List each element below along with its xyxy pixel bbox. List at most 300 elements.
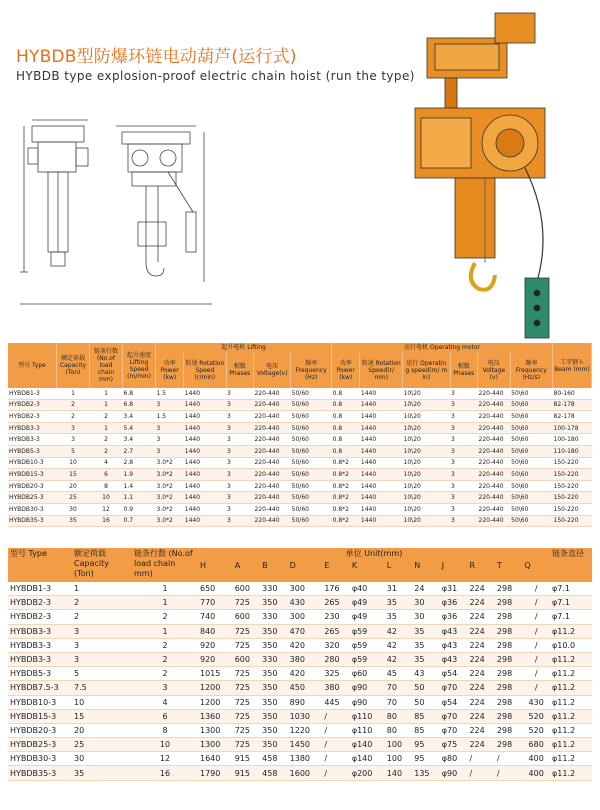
table-cell: 0.8 [332,388,360,399]
table-cell: 224 [467,638,494,652]
table-cell: 1440 [360,434,403,446]
table-cell: 3 [57,422,90,434]
table-cell: 20 [57,480,90,492]
table-cell: 150-220 [553,492,592,504]
table-cell: / [522,624,550,638]
table-cell: 3 [226,445,253,457]
table-cell: 740 [198,610,233,624]
table-row [8,723,592,737]
table-cell: φ11.2 [550,681,592,695]
table-cell: 430 [522,695,550,709]
table-cell: φ90 [350,695,385,709]
table-cell: HYBDB3-3 [8,422,57,434]
table-cell: 3 [226,388,253,399]
table-cell: 770 [198,596,233,610]
table-cell: 298 [495,695,522,709]
table-cell: 3 [72,624,132,638]
table-cell: φ7.1 [550,582,592,596]
table-cell: φ54 [440,695,468,709]
table-cell: / [467,752,494,766]
table-cell: 2 [132,638,198,652]
table-cell: 3 [72,638,132,652]
table-cell: 470 [288,624,323,638]
table-cell: HYBDB3-3 [8,624,72,638]
table-cell: / [495,766,522,780]
table-cell: 16 [90,515,123,527]
table-cell: 140 [385,766,412,780]
table-cell: / [522,681,550,695]
table-cell: 220-440 [478,399,511,411]
table-cell: 100 [385,738,412,752]
table-cell: φ10.0 [550,638,592,652]
table-cell: 10\20 [403,434,450,446]
table-cell: 1440 [184,492,226,504]
table-cell: 3 [226,492,253,504]
table-cell: 35 [72,766,132,780]
table-cell: 3 [156,399,184,411]
table-cell: 3 [156,445,184,457]
table-cell: 280 [322,652,349,666]
table-cell: 2 [132,667,198,681]
table-cell: 220-440 [253,480,290,492]
table-cell: 50\60 [510,515,552,527]
table-cell: 3 [450,411,477,423]
table-cell: 1 [90,399,123,411]
table-row [8,652,592,666]
table-cell: 325 [322,667,349,681]
table-cell: 3 [450,457,477,469]
table-cell: 450 [288,681,323,695]
table-cell: 2.8 [123,457,156,469]
header-rotation: 转速 Rotation Speed (r/min) [184,352,226,388]
table-cell: 224 [467,652,494,666]
table-cell: 10 [72,695,132,709]
table-cell: 224 [467,695,494,709]
header-capacity: 额定荷载 Capacity (Ton) [72,548,132,582]
table-cell: 600 [233,582,260,596]
table-cell: 1440 [184,422,226,434]
table-cell: 100-180 [553,434,592,446]
table-cell: 220-440 [478,388,511,399]
table-cell: 0.8 [332,422,360,434]
table-cell: 50\60 [510,480,552,492]
table-cell: 220-440 [478,515,511,527]
technical-drawing [18,112,214,312]
table-cell: 350 [260,738,287,752]
table-cell: 298 [495,582,522,596]
table-cell: HYBDB1-3 [8,388,57,399]
table-cell: 3.0*2 [156,492,184,504]
table-cell: 1790 [198,766,233,780]
table-cell: 0.9 [123,503,156,515]
table-cell: 35 [412,652,439,666]
table-cell: 220-440 [253,445,290,457]
table-cell: 2 [72,596,132,610]
table-cell: 10 [132,738,198,752]
table-cell: 420 [288,638,323,652]
table-cell: HYBDB10-3 [8,457,57,469]
table-cell: 10\20 [403,399,450,411]
table-cell: HYBDB3-3 [8,652,72,666]
table-cell: 0.8 [332,445,360,457]
table-cell: 1440 [360,469,403,481]
table-cell: 50\60 [510,492,552,504]
table-cell: 1.5 [156,411,184,423]
table-cell: 320 [322,638,349,652]
table-cell: 1440 [360,411,403,423]
table-cell: 1440 [184,445,226,457]
table-cell: 25 [57,492,90,504]
table-cell: 220-440 [478,492,511,504]
table-cell: φ43 [440,638,468,652]
table-cell: 16 [132,766,198,780]
table-cell: 4 [132,695,198,709]
table-cell: 50/60 [291,445,332,457]
table-cell: 2 [57,399,90,411]
table-cell: HYBDB15-3 [8,709,72,723]
table-cell: 50\60 [510,469,552,481]
table-cell: 50 [412,681,439,695]
table-cell: φ7.1 [550,596,592,610]
table-cell: 1 [132,624,198,638]
table-cell: HYBDB35-3 [8,515,57,527]
table-cell: 725 [233,695,260,709]
table-cell: 725 [233,738,260,752]
table-cell: 224 [467,582,494,596]
table-cell: 150-220 [553,480,592,492]
header-op-rotation: 转速 Rotation Speed(r/ min) [360,352,403,388]
table-cell: 50 [412,695,439,709]
table-cell: 135 [412,766,439,780]
table-cell: 1220 [288,723,323,737]
table-cell: 265 [322,596,349,610]
table-cell: 3 [226,422,253,434]
table-cell: 520 [522,723,550,737]
table-cell: 5 [72,667,132,681]
table-cell: 1360 [198,709,233,723]
table-cell: 650 [198,582,233,596]
table-row [8,503,592,515]
table-cell: 31 [385,582,412,596]
table-cell: 220-440 [478,445,511,457]
table-cell: φ60 [350,667,385,681]
table-cell: 50\60 [510,422,552,434]
table-cell: 1300 [198,723,233,737]
table-cell: 15 [57,469,90,481]
table-cell: 45 [385,667,412,681]
table-cell: φ54 [440,667,468,681]
table-cell: 725 [233,723,260,737]
table-row [8,709,592,723]
table-cell: 220-440 [253,434,290,446]
table-cell: φ90 [350,681,385,695]
table-cell: φ11.2 [550,752,592,766]
table-cell: 3 [450,503,477,515]
table-cell: 1440 [360,480,403,492]
table-cell: φ36 [440,596,468,610]
table-cell: 1440 [360,388,403,399]
table-cell: / [522,667,550,681]
table-cell: 12 [90,503,123,515]
table-cell: φ11.2 [550,709,592,723]
table-row [8,738,592,752]
table-cell: 0.8*2 [332,469,360,481]
table-cell: 220-440 [253,515,290,527]
table-cell: 8 [90,480,123,492]
table-row [8,388,592,399]
header-model: 型号 Type [8,343,57,388]
table-cell: 220-440 [478,411,511,423]
table-row [8,610,592,624]
table-cell: φ49 [350,610,385,624]
table-cell: 3 [72,652,132,666]
table-cell: 70 [385,695,412,709]
table-cell: 725 [233,667,260,681]
table-cell: 2 [90,411,123,423]
table-cell: 0.8*2 [332,492,360,504]
table-cell: 15 [72,709,132,723]
table-cell: 350 [260,638,287,652]
header-beam: 工字钢 I-Beam (mm) [553,343,592,388]
table-cell: 150-220 [553,457,592,469]
table-cell: 50/60 [291,480,332,492]
table-cell: 2 [57,411,90,423]
header-chains: 链条行数 (No.of load chain mm) [132,548,198,582]
table-cell: 30 [72,752,132,766]
table-cell: 220-440 [478,480,511,492]
table-row [8,515,592,527]
table-cell: / [522,596,550,610]
table-cell: 12 [132,752,198,766]
table-cell: 2 [132,652,198,666]
table-cell: 0.8*2 [332,503,360,515]
table-cell: φ200 [350,766,385,780]
header-dim: T [495,560,522,582]
table-cell: HYBDB30-3 [8,752,72,766]
table-cell: 220-440 [253,411,290,423]
table-cell: 380 [288,652,323,666]
table-cell: 1440 [360,399,403,411]
table-cell: 1 [57,388,90,399]
header-dim: D [288,560,323,582]
table-cell: 224 [467,709,494,723]
table-cell: 890 [288,695,323,709]
table-cell: 3 [156,434,184,446]
table-cell: 330 [260,610,287,624]
table-cell: 224 [467,610,494,624]
table-cell: 220-440 [478,434,511,446]
table-cell: 298 [495,652,522,666]
table-cell: φ11.2 [550,695,592,709]
table-cell: 725 [233,681,260,695]
table-cell: 298 [495,624,522,638]
table-cell: HYBDB3-3 [8,638,72,652]
table-cell: 150-220 [553,515,592,527]
table-cell: 1 [132,596,198,610]
table-row [8,752,592,766]
table-cell: 224 [467,624,494,638]
table-cell: 2 [90,434,123,446]
table-cell: 400 [522,766,550,780]
table-cell: / [522,652,550,666]
table-cell: 1600 [288,766,323,780]
table-cell: 3 [450,422,477,434]
table-cell: 0.8 [332,399,360,411]
table-cell: 50\60 [510,388,552,399]
table-cell: 42 [385,624,412,638]
table-cell: 298 [495,681,522,695]
table-cell: 50/60 [291,457,332,469]
table-row [8,480,592,492]
table-cell: 220-440 [253,503,290,515]
table-cell: HYBDB5-3 [8,667,72,681]
table-cell: 458 [260,766,287,780]
table-cell: φ110 [350,723,385,737]
table-cell: 50\60 [510,445,552,457]
table-cell: 4 [90,457,123,469]
table-cell: 1440 [184,457,226,469]
table-cell: 3 [226,457,253,469]
table-cell: φ11.2 [550,723,592,737]
table-cell: 85 [412,723,439,737]
header-dim: E [322,560,349,582]
table-cell: / [522,582,550,596]
table-cell: HYBDB25-3 [8,492,57,504]
table-cell: 3 [450,388,477,399]
table-cell: 10\20 [403,445,450,457]
table-cell: 445 [322,695,349,709]
table-cell: 920 [198,652,233,666]
table-cell: 10\20 [403,411,450,423]
header-dim: R [467,560,494,582]
table-row [8,492,592,504]
table-cell: 1440 [360,492,403,504]
table-cell: 520 [522,709,550,723]
table-cell: 840 [198,624,233,638]
table-cell: 3 [450,445,477,457]
header-op-power: 功率 Power (kw) [332,352,360,388]
table-cell: 10 [57,457,90,469]
header-dim: J [440,560,468,582]
table-cell: 350 [260,596,287,610]
table-row [8,667,592,681]
table-cell: 220-440 [253,388,290,399]
table-cell: 1440 [184,388,226,399]
table-cell: 3 [156,422,184,434]
table-cell: 70 [385,681,412,695]
header-op-voltage: 电压 Voltage (v) [478,352,511,388]
header-lifting-motor: 起升电机 Lifting [156,343,332,352]
table-cell: 6 [132,709,198,723]
table-cell: 1 [132,582,198,596]
table-cell: 50/60 [291,503,332,515]
dimensions-table-body [8,582,592,780]
table-cell: φ36 [440,610,468,624]
table-cell: φ110 [350,709,385,723]
table-cell: 1450 [288,738,323,752]
table-cell: 224 [467,681,494,695]
header-op-frequency: 频率 Frequency (Hz/s) [510,352,552,388]
table-cell: φ31 [440,582,468,596]
table-cell: 298 [495,638,522,652]
table-cell: 350 [260,709,287,723]
table-cell: 220-440 [478,503,511,515]
table-cell: 3 [450,480,477,492]
table-cell: 1.1 [123,492,156,504]
table-cell: φ11.2 [550,738,592,752]
table-cell: 95 [412,752,439,766]
table-cell: 50\60 [510,399,552,411]
table-cell: / [522,610,550,624]
header-unit: 单位 Unit(mm) [198,548,550,560]
table-cell: 330 [260,652,287,666]
table-cell: 100-178 [553,422,592,434]
table-cell: 1.4 [123,480,156,492]
table-cell: HYBDB5-3 [8,445,57,457]
table-cell: / [322,738,349,752]
table-cell: 2 [72,610,132,624]
table-cell: 920 [198,638,233,652]
table-cell: 725 [233,596,260,610]
table-cell: 1440 [360,457,403,469]
header-model: 型号 Type [8,548,72,582]
table-cell: 220-440 [253,422,290,434]
table-cell: 5 [57,445,90,457]
header-phases: 相数 Phases [226,352,253,388]
table-cell: 220-440 [253,469,290,481]
table-row [8,445,592,457]
table-cell: 1440 [184,480,226,492]
table-cell: 3 [226,503,253,515]
table-cell: 1200 [198,681,233,695]
table-cell: 1.5 [156,388,184,399]
table-cell: 10 [90,492,123,504]
table-cell: 35 [385,610,412,624]
table-cell: 2 [132,610,198,624]
table-cell: 1300 [198,738,233,752]
table-cell: 42 [385,652,412,666]
table-cell: 1030 [288,709,323,723]
table-cell: 3.4 [123,434,156,446]
header-dim: Q [522,560,550,582]
table-row [8,434,592,446]
table-cell: 0.7 [123,515,156,527]
table-cell: HYBDB3-3 [8,434,57,446]
table-cell: 110-180 [553,445,592,457]
table-cell: 80 [385,709,412,723]
table-cell: 0.8 [332,411,360,423]
table-cell: HYBDB35-3 [8,766,72,780]
table-cell: 7.5 [72,681,132,695]
table-cell: 1380 [288,752,323,766]
table-cell: / [495,752,522,766]
table-cell: 915 [233,766,260,780]
table-cell: φ140 [350,752,385,766]
table-cell: 6 [90,469,123,481]
table-cell: 350 [260,723,287,737]
table-cell: 0.8 [332,434,360,446]
table-row [8,638,592,652]
title-chinese: HYBDB型防爆环链电动葫芦(运行式) [16,47,297,67]
table-cell: HYBDB25-3 [8,738,72,752]
table-cell: 50\60 [510,411,552,423]
table-cell: 300 [288,582,323,596]
header-dim: B [260,560,287,582]
table-cell: 350 [260,624,287,638]
table-cell: 3.0*2 [156,469,184,481]
table-cell: 10\20 [403,503,450,515]
table-cell: 1 [90,388,123,399]
